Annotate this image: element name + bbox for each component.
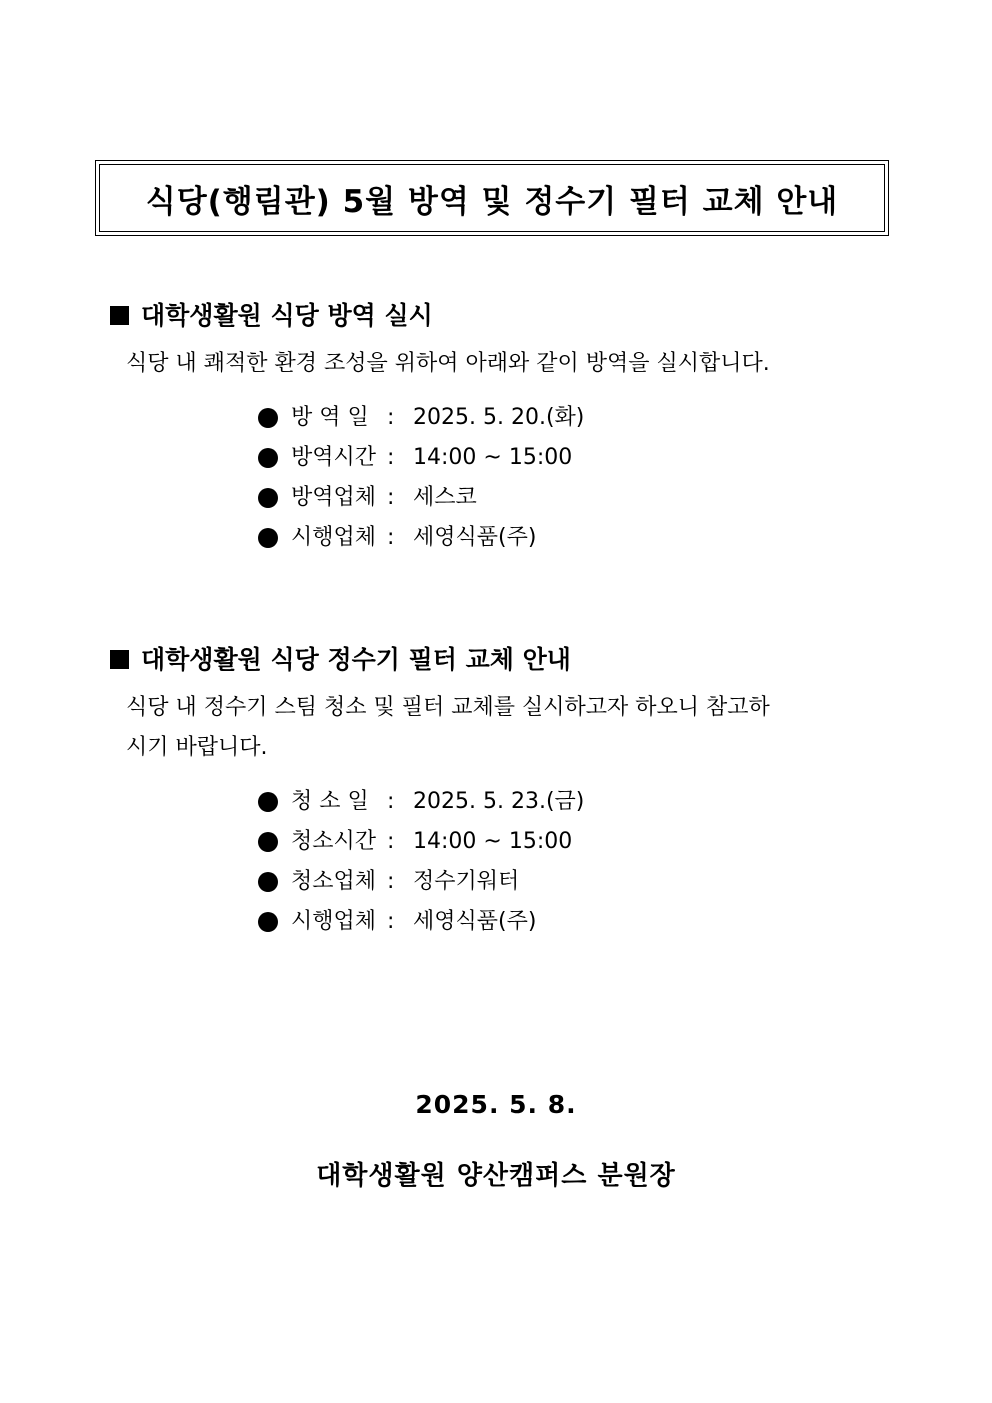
item-label: 방역업체: [291, 485, 377, 510]
item-value: 세스코: [413, 485, 477, 510]
section-intro-line-1: 식당 내 정수기 스팀 청소 및 필터 교체를 실시하고자 하오니 참고하: [126, 695, 770, 720]
bullet-icon: [258, 448, 278, 468]
list-item: [258, 862, 584, 902]
bullet-icon: [258, 832, 278, 852]
section-intro-line-2: 시기 바랍니다.: [126, 735, 268, 760]
item-label: 시행업체: [291, 525, 377, 550]
list-item: [258, 478, 584, 518]
item-separator: :: [387, 829, 395, 854]
item-separator: :: [387, 525, 395, 550]
section-heading-text: 대학생활원 식당 정수기 필터 교체 안내: [141, 645, 571, 674]
item-separator: :: [387, 869, 395, 894]
item-separator: :: [387, 485, 395, 510]
item-value: 세영식품(주): [413, 909, 537, 934]
list-item: [258, 438, 584, 478]
list-item: [258, 398, 584, 438]
document-title: 식당(행림관) 5월 방역 및 정수기 필터 교체 안내: [145, 183, 839, 220]
disinfection-details-list: [258, 398, 584, 558]
bullet-icon: [258, 528, 278, 548]
list-item: [258, 902, 584, 942]
item-value: 정수기워터: [413, 869, 520, 894]
bullet-icon: [258, 872, 278, 892]
water-purifier-details-list: [258, 782, 584, 942]
list-item: [258, 822, 584, 862]
signer: 대학생활원 양산캠퍼스 분원장: [316, 1161, 676, 1191]
item-value: 2025. 5. 23.(금): [413, 789, 585, 814]
black-square-icon: [110, 650, 129, 669]
item-separator: :: [387, 445, 395, 470]
section-heading-water-purifier: [110, 640, 571, 676]
item-label: 청소업체: [291, 869, 377, 894]
title-box-inner: [99, 164, 885, 232]
bullet-icon: [258, 912, 278, 932]
bullet-icon: [258, 488, 278, 508]
item-label: 청소시간: [291, 829, 377, 854]
section-intro-disinfection: 식당 내 쾌적한 환경 조성을 위하여 아래와 같이 방역을 실시합니다.: [126, 351, 770, 376]
bullet-icon: [258, 792, 278, 812]
item-value: 2025. 5. 20.(화): [413, 405, 585, 430]
list-item: [258, 518, 584, 558]
item-value: 세영식품(주): [413, 525, 537, 550]
section-heading-disinfection: [110, 296, 433, 332]
bullet-icon: [258, 408, 278, 428]
item-separator: :: [387, 789, 395, 814]
item-value: 14:00 ~ 15:00: [413, 445, 573, 470]
item-separator: :: [387, 405, 395, 430]
item-label: 방역시간: [291, 445, 377, 470]
black-square-icon: [110, 306, 129, 325]
item-label: 청 소 일: [291, 789, 369, 814]
item-label: 시행업체: [291, 909, 377, 934]
section-heading-text: 대학생활원 식당 방역 실시: [141, 301, 433, 330]
item-label: 방 역 일: [291, 405, 369, 430]
title-box: [95, 160, 889, 236]
item-value: 14:00 ~ 15:00: [413, 829, 573, 854]
item-separator: :: [387, 909, 395, 934]
list-item: [258, 782, 584, 822]
issue-date: 2025. 5. 8.: [415, 1090, 577, 1119]
